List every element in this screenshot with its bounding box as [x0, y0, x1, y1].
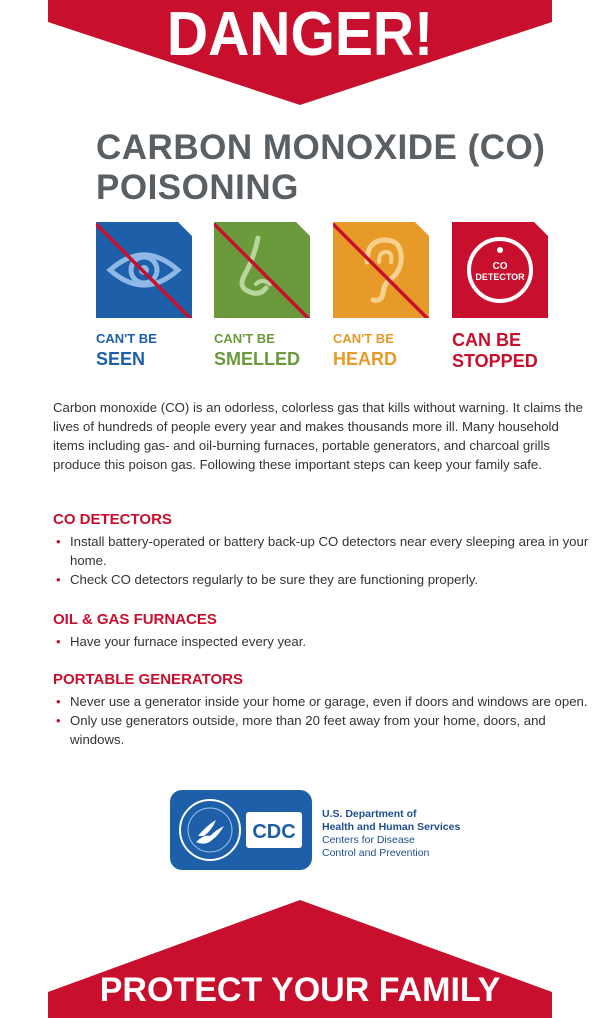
list-item: • Check CO detectors regularly to be sure they are functioning properly. [53, 570, 593, 589]
hhs-agency-text: U.S. Department of Health and Human Services Centers for Disease Control and Prevention [322, 808, 461, 859]
section-heading: OIL & GAS FURNACES [53, 611, 217, 628]
detector-text-detector: DETECTOR [475, 272, 525, 282]
cdc-text: CDC [252, 821, 296, 843]
bullet-list [53, 632, 593, 651]
detector-text-co: CO [492, 261, 508, 272]
section-co-detectors [53, 510, 593, 589]
list-item: • Only use generators outside, more than 20 feet away from your home, doors, and windows. [53, 711, 593, 749]
danger-banner [0, 0, 600, 105]
warning-icons-row [96, 222, 556, 372]
label-can-be-stopped: CAN BE STOPPED [452, 330, 538, 371]
eye-icon [96, 222, 192, 318]
section-oil-gas-furnaces [53, 610, 593, 651]
bullet-list [53, 692, 593, 749]
intro-paragraph: Carbon monoxide (CO) is an odorless, colorless gas that kills without warning. It claims the lives of hundreds of people every year and makes thousands more ill. Many household items including gas- and oil-burning furnaces, portable generators, and charcoal grills produce this poison gas. Following these important steps can keep your family safe. [53, 400, 583, 472]
bullet-list [53, 532, 593, 589]
section-heading: PORTABLE GENERATORS [53, 671, 244, 688]
section-portable-generators [53, 670, 593, 749]
page-title [96, 128, 576, 208]
co-detector-icon [452, 222, 548, 318]
protect-title: PROTECT YOUR FAMILY [99, 971, 501, 1009]
page-title-line-1: CARBON MONOXIDE (CO) [96, 128, 546, 167]
danger-title: DANGER! [166, 0, 434, 69]
page-title-line-2: POISONING [96, 168, 299, 207]
ear-icon [333, 222, 429, 318]
hhs-cdc-logo [170, 790, 312, 870]
list-item: • Have your furnace inspected every year. [53, 632, 593, 651]
label-cant-be-seen: CAN'T BE SEEN [96, 331, 157, 369]
list-item: • Never use a generator inside your home or garage, even if doors and windows are open. [53, 692, 593, 711]
nose-icon [214, 222, 310, 318]
label-cant-be-heard: CAN'T BE HEARD [333, 331, 398, 369]
section-heading: CO DETECTORS [53, 511, 172, 528]
list-item: • Install battery-operated or battery back-up CO detectors near every sleeping area in your home. [53, 532, 593, 570]
label-cant-be-smelled: CAN'T BE SMELLED [214, 331, 301, 369]
